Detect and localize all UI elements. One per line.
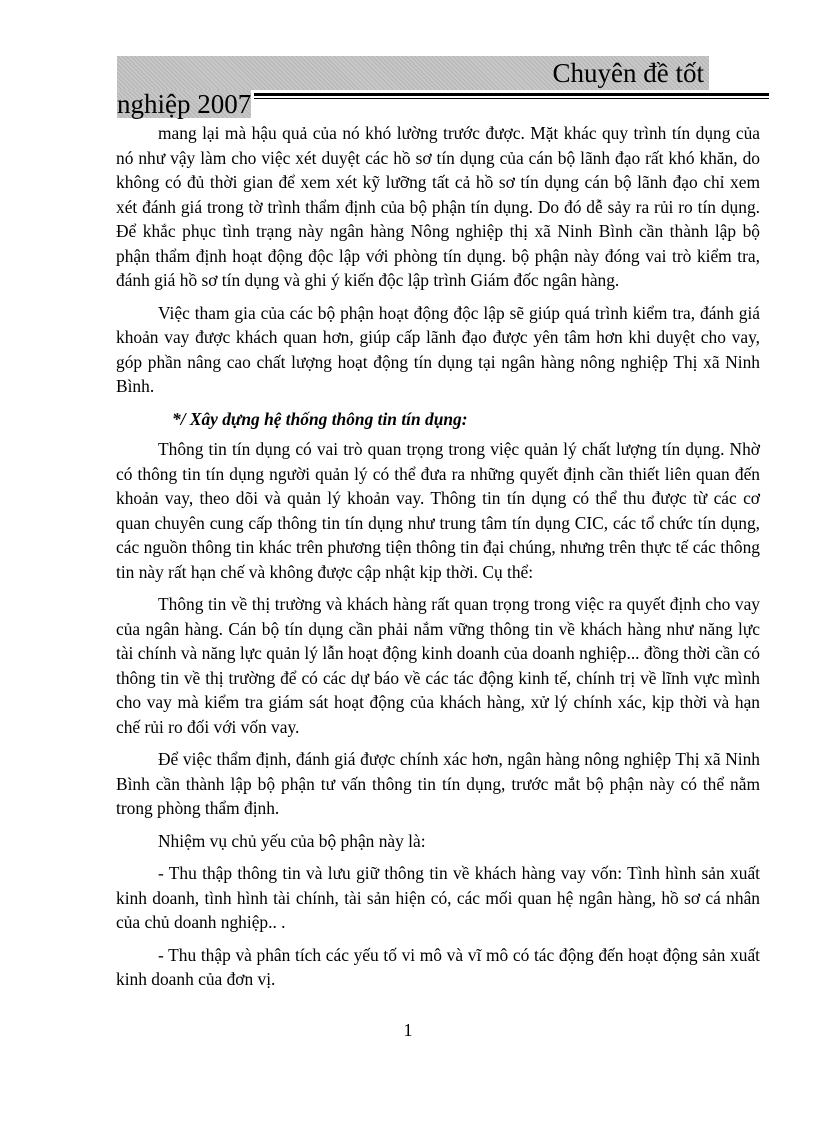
- section-heading: */ Xây dựng hệ thống thông tin tín dụng:: [172, 408, 468, 429]
- paragraph: Nhiệm vụ chủ yếu của bộ phận này là:: [158, 830, 426, 851]
- paragraph-continuation: mang lại mà hậu quả của nó khó lường trước được. Mặt khác quy trình tín dụng của nó như vậy làm cho việc xét duyệt các hồ sơ tín dụng của cán bộ lãnh đạo rất khó khăn, do không có đủ thời gian để xem xét kỹ lưỡng tất cả hồ sơ tín dụng cán bộ lãnh đạo chỉ xem xét đánh giá trong tờ trình thẩm định của bộ phận tín dụng. Do đó dễ sảy ra rủi ro tín dụng. Để khắc phục tình trạng này ngân hàng Nông nghiệp thị xã Ninh Bình cần thành lập bộ phận thẩm định hoạt động độc lập với phòng tín dụng. bộ phận này đóng vai trò kiểm tra, đánh giá hồ sơ tín dụng và ghi ý kiến độc lập trình Giám đốc ngân hàng.: [116, 123, 760, 290]
- paragraph: Để việc thẩm định, đánh giá được chính xác hơn, ngân hàng nông nghiệp Thị xã Ninh Bình cần thành lập bộ phận tư vấn thông tin tín dụng, trước mắt bộ phận này có thể nằm trong phòng thẩm định.: [116, 749, 760, 818]
- header-rule-thin: [254, 98, 769, 99]
- list-item: - Thu thập thông tin và lưu giữ thông tin về khách hàng vay vốn: Tình hình sản xuất kinh doanh, tình hình tài chính, tài sản hiện có, các mối quan hệ ngân hàng, hồ sơ cá nhân của chủ doanh nghiệp.. .: [116, 863, 760, 932]
- list-item: - Thu thập và phân tích các yếu tố vi mô và vĩ mô có tác động đến hoạt động sản xuất kinh doanh của đơn vị.: [116, 944, 760, 989]
- header-title-line2: nghiệp 2007: [117, 89, 252, 119]
- paragraph: Việc tham gia của các bộ phận hoạt động độc lập sẽ giúp quá trình kiểm tra, đánh giá khoản vay được khách quan hơn, giúp cấp lãnh đạo được yên tâm hơn khi duyệt cho vay, góp phần nâng cao chất lượng hoạt động tín dụng tại ngân hàng nông nghiệp Thị xã Ninh Bình.: [116, 302, 760, 396]
- paragraph: Thông tin tín dụng có vai trò quan trọng trong việc quản lý chất lượng tín dụng. Nhờ có thông tin tín dụng người quản lý có thể đưa ra những quyết định cần thiết liên quan đến khoản vay, theo dõi và quản lý khoản vay. Thông tin tín dụng có thể thu được từ các cơ quan chuyên cung cấp thông tin tín dụng như trung tâm tín dụng CIC, các tổ chức tín dụng, các nguồn thông tin khác trên phương tiện thông tin đại chúng, nhưng trên thực tế các thông tin này rất hạn chế và không được cập nhật kịp thời. Cụ thể:: [116, 439, 760, 582]
- page-number: 1: [403, 1020, 413, 1040]
- header-title-line1: Chuyên đề tốt: [552, 58, 704, 88]
- paragraph: Thông tin về thị trường và khách hàng rất quan trọng trong việc ra quyết định cho vay của ngân hàng. Cán bộ tín dụng cần phải nắm vững thông tin về khách hàng như năng lực tài chính và năng lực quản lý lẫn hoạt động kinh doanh của doanh nghiệp... đồng thời cần có thông tin về thị trường để có các dự báo về các tác động kinh tế, chính trị về lĩnh vực mình cho vay mà kiểm tra giám sát hoạt động của khách hàng, xử lý chính xác, kịp thời và hạn chế rủi ro đối với vốn vay.: [116, 594, 760, 737]
- header-rule-thick: [254, 93, 769, 96]
- document-body: [116, 121, 760, 1000]
